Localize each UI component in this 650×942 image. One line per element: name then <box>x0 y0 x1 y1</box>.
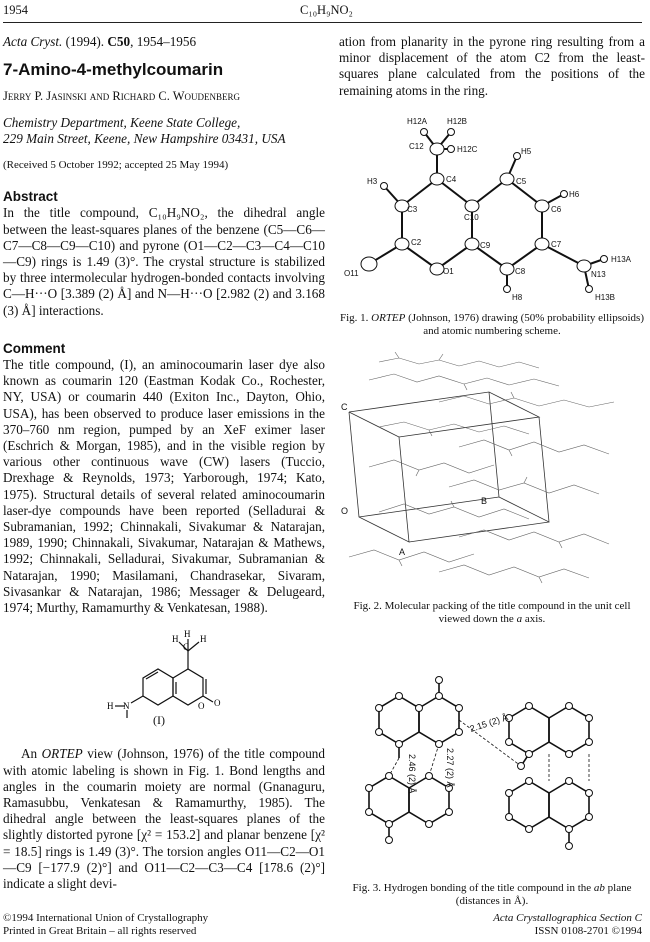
scheme-atom-o-carbonyl: O <box>214 698 221 709</box>
axis-label-o: O <box>341 506 349 516</box>
figure-3 <box>339 668 645 908</box>
axis-label-c: C <box>341 402 348 412</box>
label-h6: H6 <box>569 190 580 199</box>
continued-text: ation from planarity in the pyrone ring resulting from a minor displacement of the atom C2 from the least-squares plane calculated from the positions of the remaining atoms in the ring. <box>339 34 645 98</box>
label-h12b: H12B <box>447 117 468 126</box>
figure-3-caption: Fig. 3. Hydrogen bonding of the title compound in the ab plane (distances in Å). <box>352 882 632 907</box>
comment-paragraph-2: An ORTEP view (Johnson, 1976) of the title compound with atomic labeling is shown in Fig. 1. Bond lengths and angles in the coumarin moiety are normal (Gnanaguru, Ramasubbu, Venkatesan & Ramamurthy, 1985). The dihedral angle between the least-squares planes of the slightly distorted pyrone [χ² = 153.2] and planar benzene [χ² = 18.5] rings is 1.49 (3)°. The torsion angles O11—C2—O1—C9 [−177.9 (2)°] and O11—C2—C3—C4 [178.6 (2)°] indicate a slight devi- <box>3 746 325 891</box>
scheme-atom-h-left: H <box>172 634 179 645</box>
hbond-distance-2: 2.46 (2) Å <box>407 754 417 794</box>
figure-2-caption: Fig. 2. Molecular packing of the title compound in the unit cell viewed down the a axis. <box>353 600 631 625</box>
label-c9: C9 <box>480 241 491 250</box>
label-o11: O11 <box>344 269 359 278</box>
scheme-atom-n: N <box>123 701 130 712</box>
label-h12a: H12A <box>407 117 428 126</box>
label-o1: O1 <box>443 267 454 276</box>
running-formula: C₁₀H₉NO₂ <box>300 3 353 17</box>
left-column <box>3 34 325 892</box>
received-dates: (Received 5 October 1992; accepted 25 May 1994) <box>3 159 229 172</box>
citation: Acta Cryst. (1994). C50, 1954–1956 <box>3 34 197 49</box>
label-h5: H5 <box>521 147 532 156</box>
label-n13: N13 <box>591 270 606 279</box>
page-number: 1954 <box>3 3 28 17</box>
scheme-atom-h-n1: H <box>107 701 114 712</box>
figure-2 <box>339 352 645 626</box>
label-c2: C2 <box>411 238 422 247</box>
article-title: 7-Amino-4-methylcoumarin <box>3 60 224 80</box>
comment-heading: Comment <box>3 340 66 356</box>
label-h13a: H13A <box>611 255 632 264</box>
hbond-drawing <box>339 668 645 868</box>
scheme-atom-h-right: H <box>200 634 207 645</box>
abstract-text: In the title compound, C₁₀H₉NO₂, the dihedral angle between the least-squares planes of the benzene (C5—C6—C7—C8—C9—C10) and pyrone (O1—C2—C3—C4—C10—C9) rings is 1.49 (3)°. The crystal structure is stabilized by three intermolecular hydrogen-bonded contacts involving C—H···O [3.389 (2) Å] and N—H···O [2.982 (2) and 3.168 (3) Å] interactions. <box>3 205 325 318</box>
figure-1 <box>339 104 645 338</box>
label-h12c: H12C <box>457 145 478 154</box>
authors: Jerry P. Jasinski and Richard C. Woudenberg <box>3 89 241 104</box>
label-c6: C6 <box>551 205 562 214</box>
label-c8: C8 <box>515 267 526 276</box>
label-c3: C3 <box>407 205 418 214</box>
ortep-drawing <box>339 104 645 304</box>
label-c10: C10 <box>464 213 479 222</box>
header-rule <box>3 22 642 23</box>
comment-paragraph-1: The title compound, (I), an aminocoumarin laser dye also known as coumarin 120 (Eastman Kodak Co., Rochester, NY, USA) or coumarin 440 (Exiton Inc., Dayton, Ohio, USA), has been observed to produce laser emissions in the 370–760 nm region, pumped by an XeF eximer laser (Eschrich & Morgan, 1985), and in the visible region by various other continuous wave (CW) lasers (Tuccio, Drexhage & Reynolds, 1973; Yarborough, 1974; Kato, 1975). Structural details of several related aminocoumarin laser-dye compounds have been reported (Selladurai & Subramanian, 1992; Chinnakali, Sivakumar & Natarajan, 1989, 1990; Chinnakali, Sivakumar, Natarajan & Mathews, 1992; Chinnakali, Selladurai, Sivakumar, Subramanian & Natarajan, 1990; Masilamani, Chandrasekar, Sivaram, Sivasankar & Natarajan, 1986; Messager & Delugeard, 1974; Murthy, Ramamurthy & Venkatesan, 1988). <box>3 357 325 616</box>
scheme-atom-o-ring: O <box>198 701 205 712</box>
chemical-scheme <box>3 626 325 732</box>
affiliation: Chemistry Department, Keene State College, 229 Main Street, Keene, New Hampshire 03431, USA <box>3 114 286 146</box>
scheme-label: (I) <box>153 713 165 728</box>
label-c7: C7 <box>551 240 562 249</box>
scheme-atom-c: C <box>183 642 190 653</box>
axis-label-b: B <box>481 496 488 506</box>
label-h3: H3 <box>367 177 378 186</box>
footer-left: ©1994 International Union of Crystallography Printed in Great Britain – all rights reserved <box>3 912 209 937</box>
packing-drawing <box>339 352 645 592</box>
label-c12: C12 <box>409 142 424 151</box>
footer-right: Acta Crystallographica Section C ISSN 0108-2701 ©1994 <box>493 912 642 937</box>
figure-1-caption: Fig. 1. ORTEP (Johnson, 1976) drawing (50% probability ellipsoids) and atomic numbering scheme. <box>339 312 645 337</box>
label-c4: C4 <box>446 175 457 184</box>
abstract-heading: Abstract <box>3 189 58 205</box>
axis-label-a: A <box>399 547 406 557</box>
label-c5: C5 <box>516 177 527 186</box>
label-h8: H8 <box>512 293 523 302</box>
label-h13b: H13B <box>595 293 616 302</box>
hbond-distance-1: 2.15 (2) Å <box>468 712 510 734</box>
hbond-distance-3: 2.27 (2) Å <box>445 748 455 788</box>
scheme-atom-h-top: H <box>184 629 191 640</box>
right-column <box>339 34 645 99</box>
